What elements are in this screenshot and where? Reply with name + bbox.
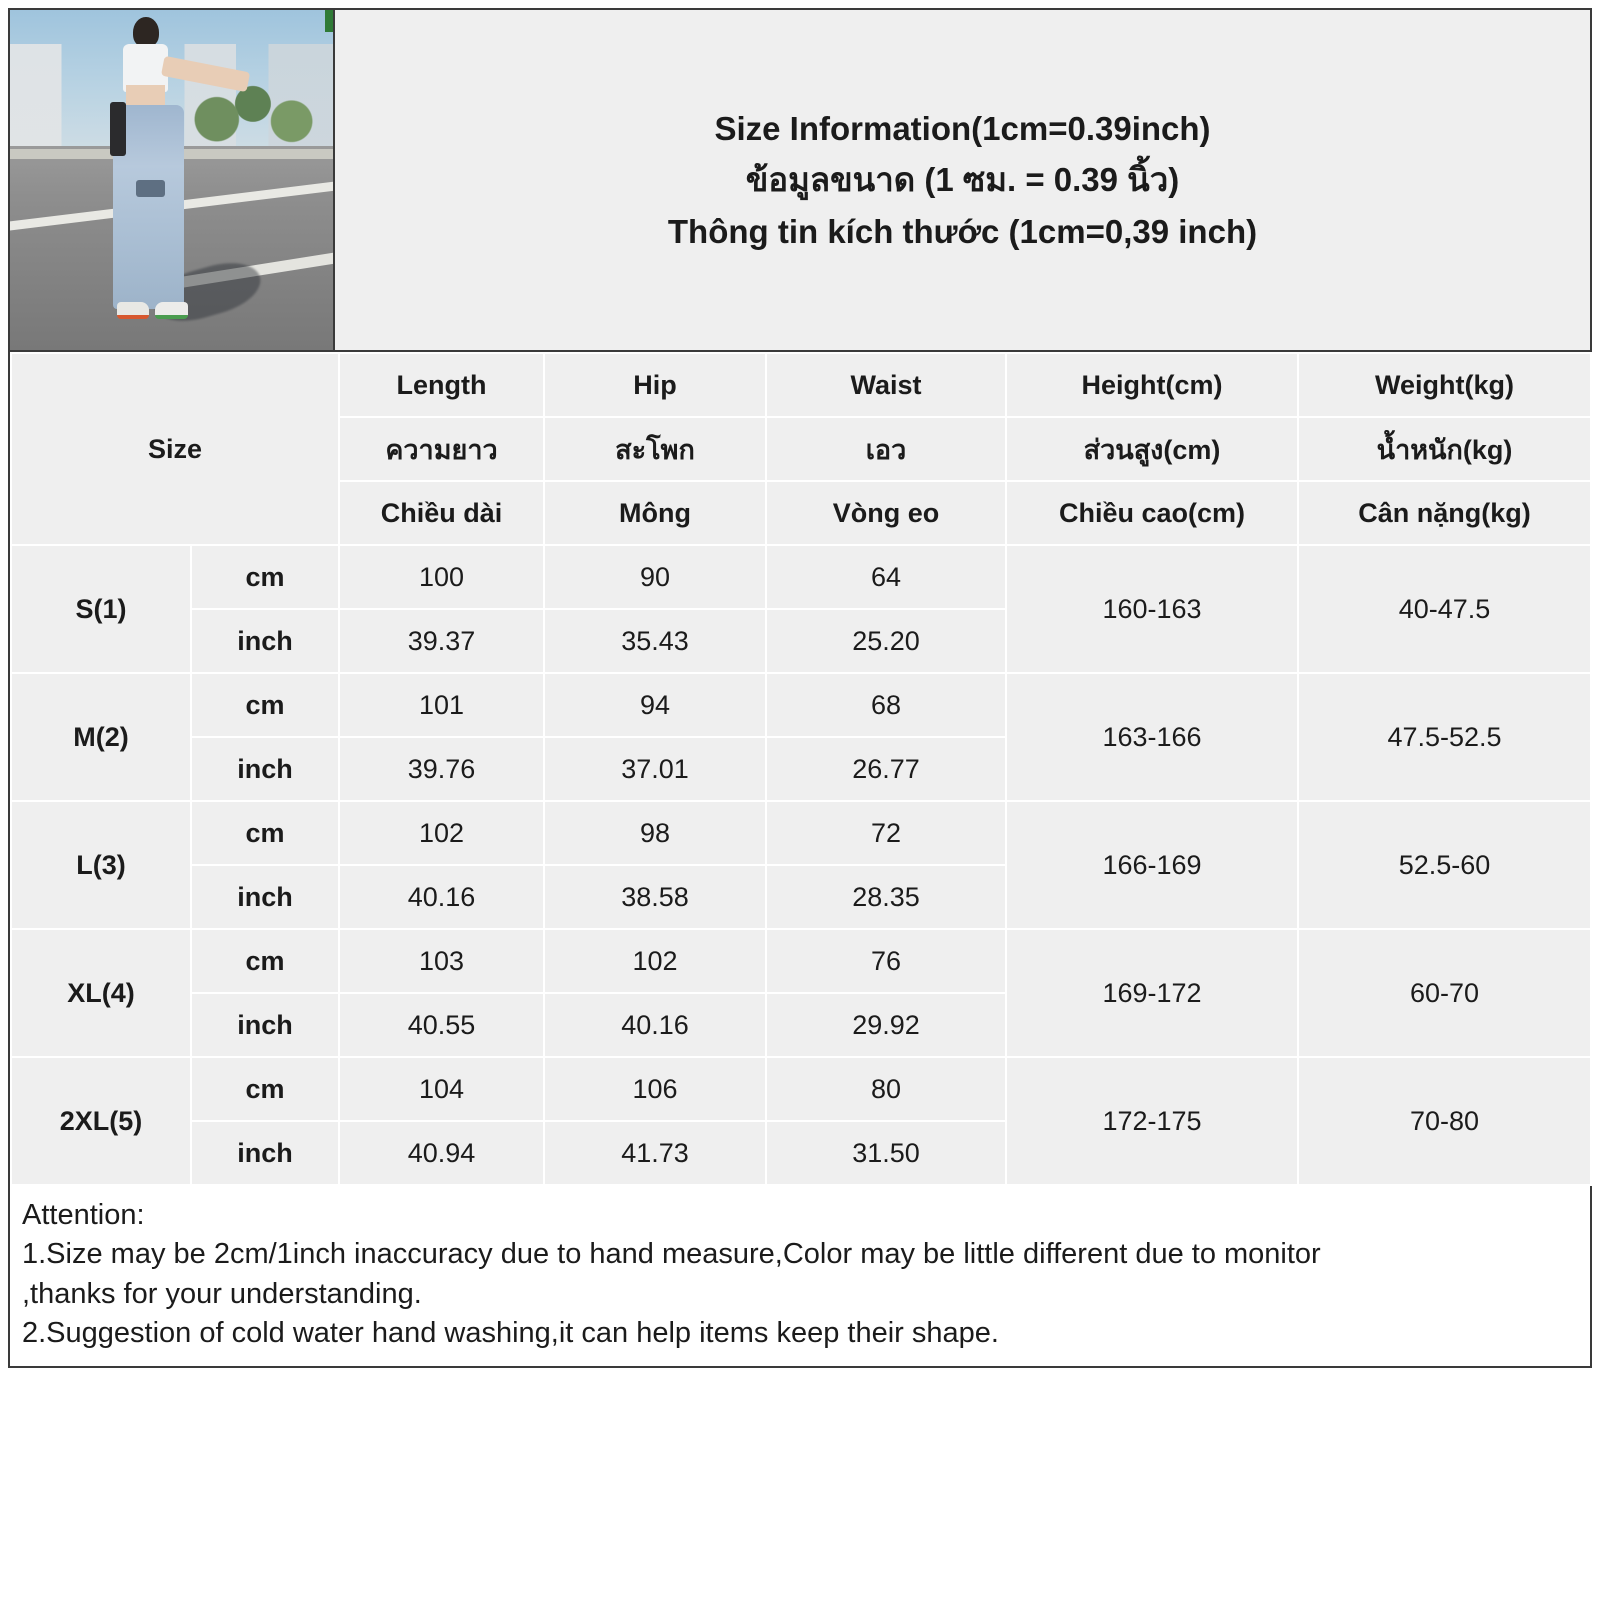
attention-note-1-cont: ,thanks for your understanding. bbox=[22, 1277, 422, 1310]
cell-hip-inch: 35.43 bbox=[544, 609, 766, 673]
row-size-m: M(2) bbox=[11, 673, 191, 801]
cell-height: 160-163 bbox=[1006, 545, 1298, 673]
header-length-vi: Chiều dài bbox=[339, 481, 544, 545]
cell-height: 172-175 bbox=[1006, 1057, 1298, 1185]
attention-heading: Attention: bbox=[22, 1199, 145, 1231]
cell-waist-cm: 64 bbox=[766, 545, 1006, 609]
cell-height: 169-172 bbox=[1006, 929, 1298, 1057]
cell-weight: 40-47.5 bbox=[1298, 545, 1591, 673]
title-english: Size Information(1cm=0.39inch) bbox=[714, 110, 1211, 148]
row-size-s: S(1) bbox=[11, 545, 191, 673]
photo-handbag bbox=[110, 102, 126, 156]
cell-hip-inch: 40.16 bbox=[544, 993, 766, 1057]
attention-note-2: 2.Suggestion of cold water hand washing,it can help items keep their shape. bbox=[22, 1317, 999, 1350]
cell-length-cm: 100 bbox=[339, 545, 544, 609]
cell-hip-inch: 38.58 bbox=[544, 865, 766, 929]
unit-cm: cm bbox=[191, 929, 339, 993]
cell-length-cm: 101 bbox=[339, 673, 544, 737]
cell-length-inch: 39.76 bbox=[339, 737, 544, 801]
cell-hip-cm: 94 bbox=[544, 673, 766, 737]
unit-cm: cm bbox=[191, 545, 339, 609]
photo-model-head bbox=[133, 17, 159, 48]
header-row-en bbox=[11, 353, 1591, 417]
cell-length-inch: 39.37 bbox=[339, 609, 544, 673]
header-hip-en: Hip bbox=[544, 353, 766, 417]
table-row bbox=[11, 929, 1591, 993]
unit-inch: inch bbox=[191, 993, 339, 1057]
unit-inch: inch bbox=[191, 737, 339, 801]
row-size-2xl: 2XL(5) bbox=[11, 1057, 191, 1185]
cell-weight: 70-80 bbox=[1298, 1057, 1591, 1185]
title-thai: ข้อมูลขนาด (1 ซม. = 0.39 นิ้ว) bbox=[745, 161, 1180, 199]
cell-length-inch: 40.94 bbox=[339, 1121, 544, 1185]
cell-hip-cm: 106 bbox=[544, 1057, 766, 1121]
cell-waist-inch: 31.50 bbox=[766, 1121, 1006, 1185]
title-block bbox=[335, 10, 1590, 350]
photo-shoe-right bbox=[155, 302, 187, 319]
header-hip-vi: Mông bbox=[544, 481, 766, 545]
header-hip-th: สะโพก bbox=[544, 417, 766, 481]
cell-waist-inch: 28.35 bbox=[766, 865, 1006, 929]
header-waist-vi: Vòng eo bbox=[766, 481, 1006, 545]
header-weight-en: Weight(kg) bbox=[1298, 353, 1591, 417]
header-weight-th: น้ำหนัก(kg) bbox=[1298, 417, 1591, 481]
title-vietnamese: Thông tin kích thước (1cm=0,39 inch) bbox=[667, 212, 1258, 250]
header-length-en: Length bbox=[339, 353, 544, 417]
unit-cm: cm bbox=[191, 1057, 339, 1121]
cell-weight: 47.5-52.5 bbox=[1298, 673, 1591, 801]
unit-cm: cm bbox=[191, 673, 339, 737]
size-chart-frame bbox=[8, 8, 1592, 1368]
header-length-th: ความยาว bbox=[339, 417, 544, 481]
table-row bbox=[11, 673, 1591, 737]
cell-hip-inch: 37.01 bbox=[544, 737, 766, 801]
header-band bbox=[10, 10, 1590, 352]
header-height-th: ส่วนสูง(cm) bbox=[1006, 417, 1298, 481]
header-size-label: Size bbox=[11, 353, 339, 545]
table-row bbox=[11, 545, 1591, 609]
cell-hip-cm: 102 bbox=[544, 929, 766, 993]
cell-height: 166-169 bbox=[1006, 801, 1298, 929]
header-height-en: Height(cm) bbox=[1006, 353, 1298, 417]
row-size-l: L(3) bbox=[11, 801, 191, 929]
cell-length-inch: 40.16 bbox=[339, 865, 544, 929]
cell-length-cm: 102 bbox=[339, 801, 544, 865]
table-row bbox=[11, 801, 1591, 865]
cell-waist-cm: 80 bbox=[766, 1057, 1006, 1121]
cell-hip-cm: 90 bbox=[544, 545, 766, 609]
cell-waist-inch: 29.92 bbox=[766, 993, 1006, 1057]
unit-cm: cm bbox=[191, 801, 339, 865]
table-row bbox=[11, 1057, 1591, 1121]
attention-note-1: 1.Size may be 2cm/1inch inaccuracy due to hand measure,Color may be little different due to monitor bbox=[22, 1238, 1321, 1271]
cell-height: 163-166 bbox=[1006, 673, 1298, 801]
attention-block bbox=[10, 1186, 1590, 1366]
unit-inch: inch bbox=[191, 609, 339, 673]
header-waist-th: เอว bbox=[766, 417, 1006, 481]
cell-length-cm: 103 bbox=[339, 929, 544, 993]
cell-weight: 52.5-60 bbox=[1298, 801, 1591, 929]
header-waist-en: Waist bbox=[766, 353, 1006, 417]
row-size-xl: XL(4) bbox=[11, 929, 191, 1057]
photo-jeans-rip bbox=[136, 180, 165, 197]
photo-corner-marker bbox=[325, 10, 333, 32]
product-photo bbox=[10, 10, 335, 350]
cell-waist-cm: 68 bbox=[766, 673, 1006, 737]
cell-hip-inch: 41.73 bbox=[544, 1121, 766, 1185]
cell-waist-inch: 26.77 bbox=[766, 737, 1006, 801]
cell-waist-cm: 72 bbox=[766, 801, 1006, 865]
header-height-vi: Chiều cao(cm) bbox=[1006, 481, 1298, 545]
size-table bbox=[10, 352, 1592, 1186]
cell-length-cm: 104 bbox=[339, 1057, 544, 1121]
unit-inch: inch bbox=[191, 1121, 339, 1185]
header-weight-vi: Cân nặng(kg) bbox=[1298, 481, 1591, 545]
cell-waist-inch: 25.20 bbox=[766, 609, 1006, 673]
cell-waist-cm: 76 bbox=[766, 929, 1006, 993]
cell-weight: 60-70 bbox=[1298, 929, 1591, 1057]
cell-length-inch: 40.55 bbox=[339, 993, 544, 1057]
cell-hip-cm: 98 bbox=[544, 801, 766, 865]
unit-inch: inch bbox=[191, 865, 339, 929]
photo-shoe-left bbox=[117, 302, 149, 319]
